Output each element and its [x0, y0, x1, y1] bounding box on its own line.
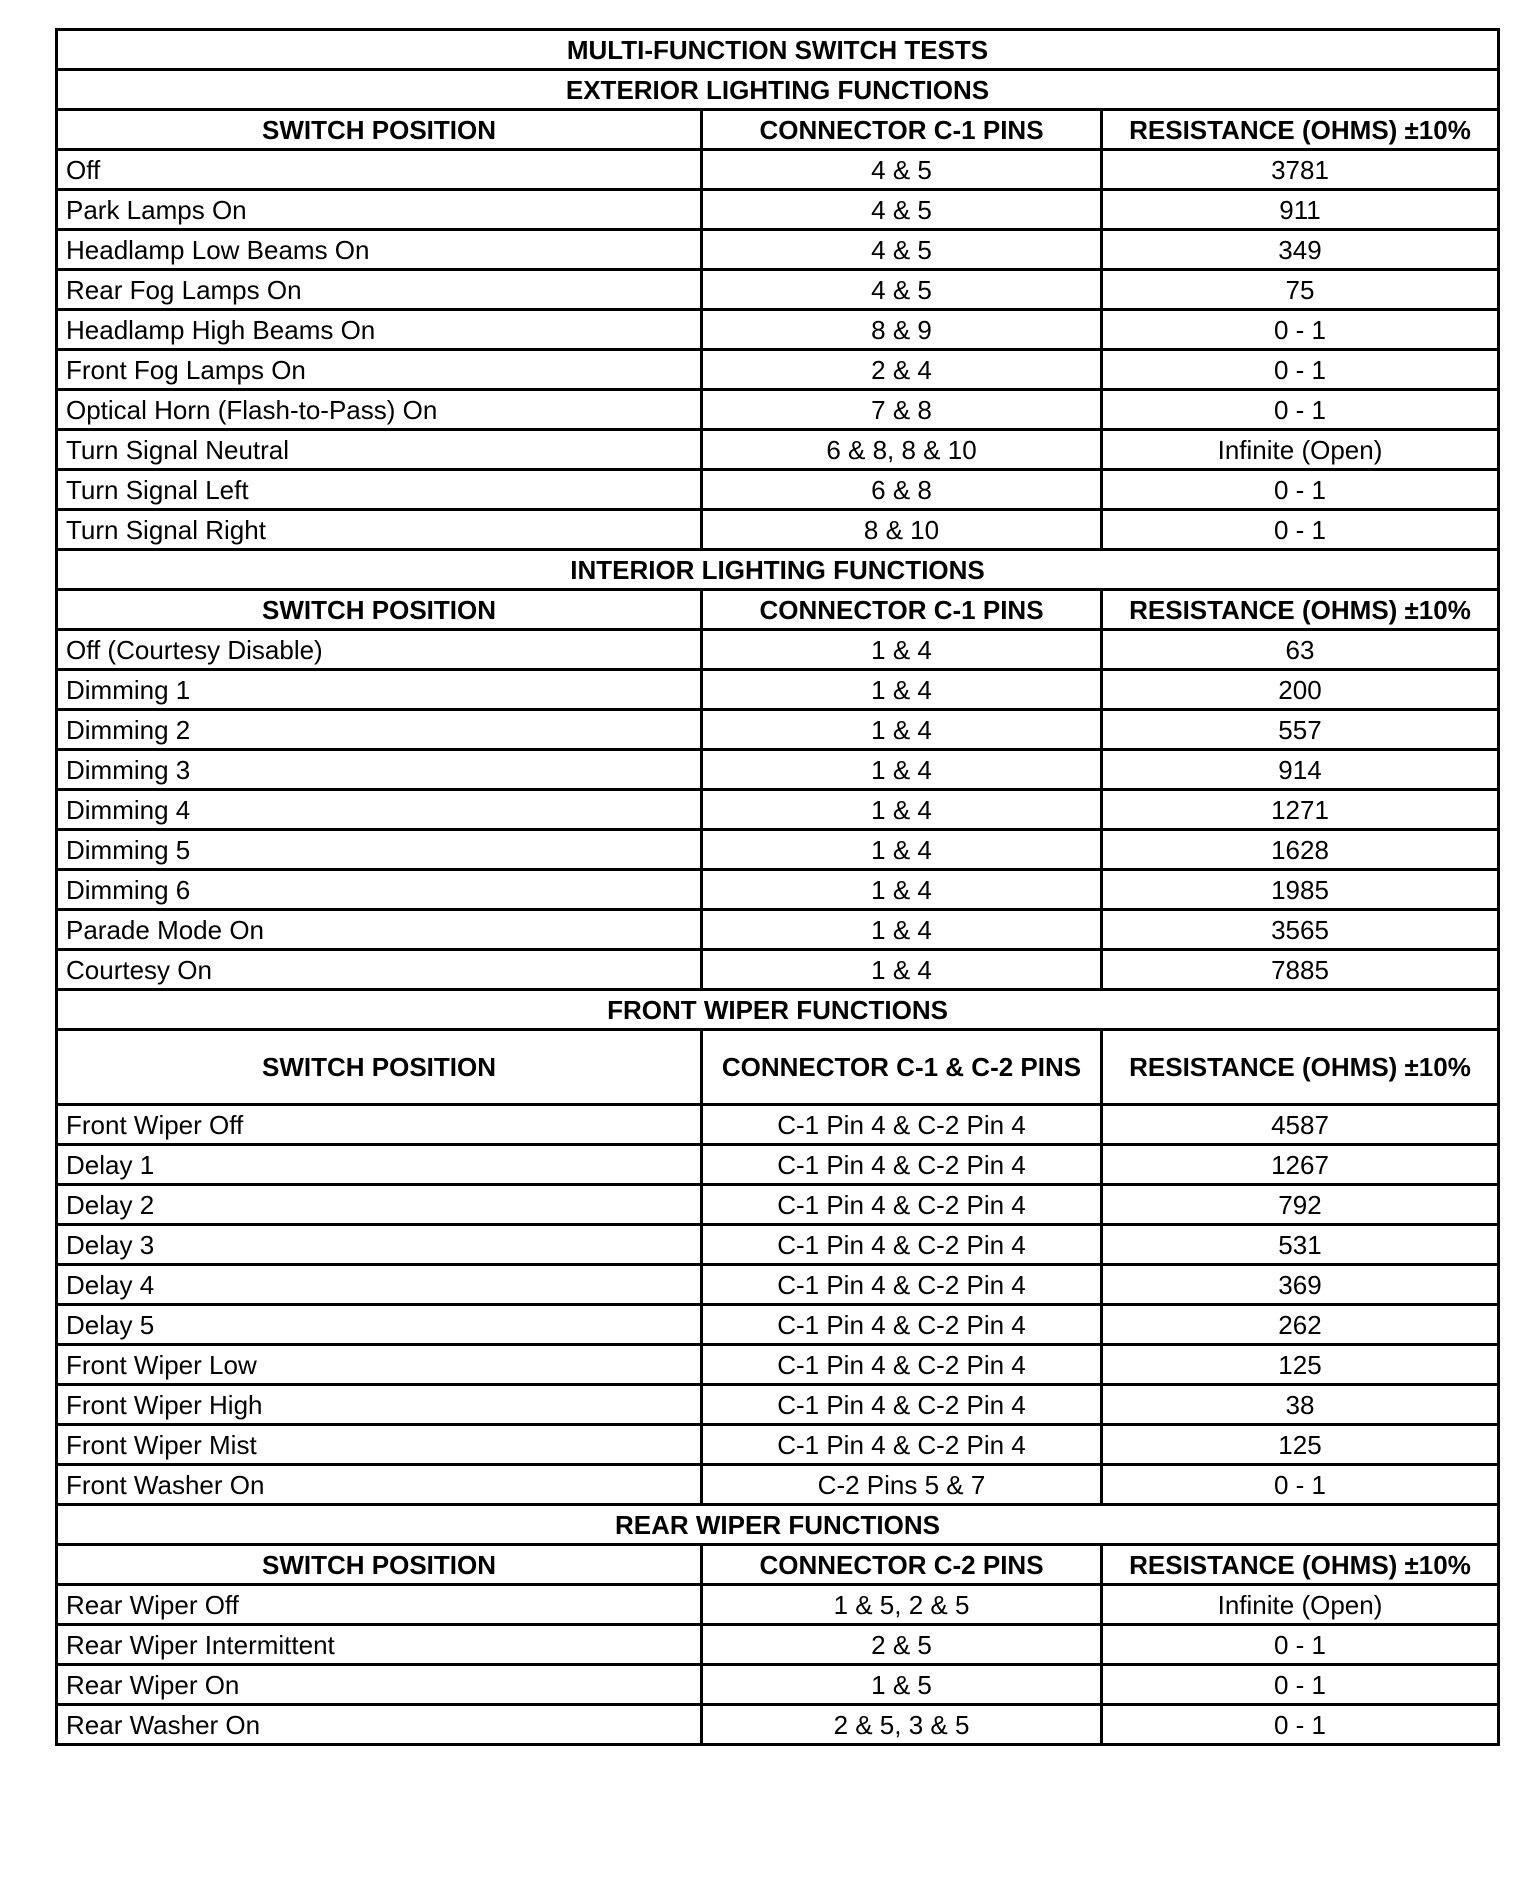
resistance-cell: 1267 — [1102, 1145, 1499, 1185]
connector-pins-cell: 1 & 4 — [702, 670, 1102, 710]
table-row — [57, 190, 1499, 230]
table-row — [57, 1705, 1499, 1745]
column-header-row — [57, 110, 1499, 150]
table-row — [57, 1585, 1499, 1625]
connector-pins-cell: C-1 Pin 4 & C-2 Pin 4 — [702, 1225, 1102, 1265]
switch-position-cell: Front Wiper Low — [57, 1345, 702, 1385]
resistance-cell: 369 — [1102, 1265, 1499, 1305]
connector-pins-cell: 6 & 8 — [702, 470, 1102, 510]
section-title-row — [57, 550, 1499, 590]
table-row — [57, 1665, 1499, 1705]
resistance-cell: 914 — [1102, 750, 1499, 790]
connector-pins-cell: 1 & 4 — [702, 910, 1102, 950]
resistance-cell: 0 - 1 — [1102, 350, 1499, 390]
switch-position-cell: Rear Washer On — [57, 1705, 702, 1745]
table-title: MULTI-FUNCTION SWITCH TESTS — [57, 30, 1499, 70]
switch-position-cell: Parade Mode On — [57, 910, 702, 950]
resistance-cell: 557 — [1102, 710, 1499, 750]
connector-pins-cell: 4 & 5 — [702, 230, 1102, 270]
switch-position-cell: Dimming 2 — [57, 710, 702, 750]
switch-position-cell: Headlamp Low Beams On — [57, 230, 702, 270]
header-connector-pins: CONNECTOR C-1 PINS — [702, 110, 1102, 150]
header-resistance: RESISTANCE (OHMS) ±10% — [1102, 110, 1499, 150]
switch-position-cell: Turn Signal Left — [57, 470, 702, 510]
table-row — [57, 710, 1499, 750]
table-row — [57, 670, 1499, 710]
table-row — [57, 1465, 1499, 1505]
section-title: EXTERIOR LIGHTING FUNCTIONS — [57, 70, 1499, 110]
connector-pins-cell: 8 & 9 — [702, 310, 1102, 350]
resistance-cell: 262 — [1102, 1305, 1499, 1345]
switch-position-cell: Off — [57, 150, 702, 190]
table-row — [57, 870, 1499, 910]
switch-position-cell: Front Wiper Mist — [57, 1425, 702, 1465]
resistance-cell: 349 — [1102, 230, 1499, 270]
table-row — [57, 790, 1499, 830]
table-row — [57, 150, 1499, 190]
switch-position-cell: Headlamp High Beams On — [57, 310, 702, 350]
table-row — [57, 510, 1499, 550]
connector-pins-cell: 4 & 5 — [702, 270, 1102, 310]
resistance-cell: 1271 — [1102, 790, 1499, 830]
connector-pins-cell: 1 & 4 — [702, 830, 1102, 870]
table-row — [57, 1305, 1499, 1345]
connector-pins-cell: 1 & 5, 2 & 5 — [702, 1585, 1102, 1625]
resistance-cell: 63 — [1102, 630, 1499, 670]
connector-pins-cell: 4 & 5 — [702, 190, 1102, 230]
header-switch-position: SWITCH POSITION — [57, 1545, 702, 1585]
switch-position-cell: Dimming 1 — [57, 670, 702, 710]
table-row — [57, 1225, 1499, 1265]
header-resistance: RESISTANCE (OHMS) ±10% — [1102, 1030, 1499, 1105]
resistance-cell: 792 — [1102, 1185, 1499, 1225]
switch-position-cell: Delay 1 — [57, 1145, 702, 1185]
resistance-cell: 911 — [1102, 190, 1499, 230]
table-row — [57, 1185, 1499, 1225]
connector-pins-cell: 4 & 5 — [702, 150, 1102, 190]
table-row — [57, 630, 1499, 670]
table-body — [57, 30, 1499, 1745]
switch-position-cell: Off (Courtesy Disable) — [57, 630, 702, 670]
resistance-cell: Infinite (Open) — [1102, 430, 1499, 470]
connector-pins-cell: 2 & 5, 3 & 5 — [702, 1705, 1102, 1745]
connector-pins-cell: C-1 Pin 4 & C-2 Pin 4 — [702, 1385, 1102, 1425]
table-row — [57, 1625, 1499, 1665]
switch-position-cell: Courtesy On — [57, 950, 702, 990]
switch-position-cell: Rear Wiper On — [57, 1665, 702, 1705]
column-header-row — [57, 1545, 1499, 1585]
connector-pins-cell: 1 & 4 — [702, 790, 1102, 830]
table-row — [57, 750, 1499, 790]
resistance-cell: 3565 — [1102, 910, 1499, 950]
header-connector-pins: CONNECTOR C-1 & C-2 PINS — [702, 1030, 1102, 1105]
table-row — [57, 230, 1499, 270]
resistance-cell: 531 — [1102, 1225, 1499, 1265]
table-row — [57, 350, 1499, 390]
column-header-row — [57, 1030, 1499, 1105]
multi-function-switch-tests-table — [55, 28, 1500, 1746]
switch-position-cell: Dimming 5 — [57, 830, 702, 870]
table-row — [57, 1145, 1499, 1185]
switch-position-cell: Front Fog Lamps On — [57, 350, 702, 390]
table-row — [57, 470, 1499, 510]
section-title-row — [57, 70, 1499, 110]
connector-pins-cell: 1 & 4 — [702, 870, 1102, 910]
table-row — [57, 1425, 1499, 1465]
header-switch-position: SWITCH POSITION — [57, 110, 702, 150]
connector-pins-cell: 1 & 4 — [702, 630, 1102, 670]
header-switch-position: SWITCH POSITION — [57, 590, 702, 630]
resistance-cell: 0 - 1 — [1102, 1705, 1499, 1745]
header-resistance: RESISTANCE (OHMS) ±10% — [1102, 590, 1499, 630]
switch-position-cell: Front Washer On — [57, 1465, 702, 1505]
resistance-cell: 0 - 1 — [1102, 310, 1499, 350]
header-resistance: RESISTANCE (OHMS) ±10% — [1102, 1545, 1499, 1585]
switch-position-cell: Rear Wiper Intermittent — [57, 1625, 702, 1665]
table-row — [57, 390, 1499, 430]
resistance-cell: 200 — [1102, 670, 1499, 710]
resistance-cell: 125 — [1102, 1345, 1499, 1385]
switch-position-cell: Turn Signal Neutral — [57, 430, 702, 470]
resistance-cell: 0 - 1 — [1102, 1665, 1499, 1705]
section-title-row — [57, 990, 1499, 1030]
switch-position-cell: Delay 3 — [57, 1225, 702, 1265]
table-row — [57, 1265, 1499, 1305]
resistance-cell: Infinite (Open) — [1102, 1585, 1499, 1625]
resistance-cell: 75 — [1102, 270, 1499, 310]
connector-pins-cell: C-2 Pins 5 & 7 — [702, 1465, 1102, 1505]
resistance-cell: 4587 — [1102, 1105, 1499, 1145]
table-row — [57, 950, 1499, 990]
switch-position-cell: Dimming 3 — [57, 750, 702, 790]
resistance-cell: 0 - 1 — [1102, 510, 1499, 550]
section-title: INTERIOR LIGHTING FUNCTIONS — [57, 550, 1499, 590]
connector-pins-cell: C-1 Pin 4 & C-2 Pin 4 — [702, 1145, 1102, 1185]
resistance-cell: 0 - 1 — [1102, 390, 1499, 430]
switch-position-cell: Dimming 4 — [57, 790, 702, 830]
resistance-cell: 1985 — [1102, 870, 1499, 910]
connector-pins-cell: 1 & 4 — [702, 750, 1102, 790]
connector-pins-cell: 2 & 5 — [702, 1625, 1102, 1665]
header-connector-pins: CONNECTOR C-2 PINS — [702, 1545, 1102, 1585]
table-row — [57, 270, 1499, 310]
connector-pins-cell: C-1 Pin 4 & C-2 Pin 4 — [702, 1425, 1102, 1465]
section-title-row — [57, 1505, 1499, 1545]
connector-pins-cell: C-1 Pin 4 & C-2 Pin 4 — [702, 1345, 1102, 1385]
resistance-cell: 7885 — [1102, 950, 1499, 990]
switch-position-cell: Delay 2 — [57, 1185, 702, 1225]
resistance-cell: 3781 — [1102, 150, 1499, 190]
switch-position-cell: Rear Wiper Off — [57, 1585, 702, 1625]
table-row — [57, 910, 1499, 950]
switch-position-cell: Delay 4 — [57, 1265, 702, 1305]
switch-position-cell: Rear Fog Lamps On — [57, 270, 702, 310]
connector-pins-cell: 6 & 8, 8 & 10 — [702, 430, 1102, 470]
connector-pins-cell: C-1 Pin 4 & C-2 Pin 4 — [702, 1265, 1102, 1305]
connector-pins-cell: 7 & 8 — [702, 390, 1102, 430]
column-header-row — [57, 590, 1499, 630]
connector-pins-cell: 8 & 10 — [702, 510, 1102, 550]
table-title-row — [57, 30, 1499, 70]
connector-pins-cell: 1 & 5 — [702, 1665, 1102, 1705]
connector-pins-cell: C-1 Pin 4 & C-2 Pin 4 — [702, 1305, 1102, 1345]
resistance-cell: 38 — [1102, 1385, 1499, 1425]
table-row — [57, 310, 1499, 350]
section-title: FRONT WIPER FUNCTIONS — [57, 990, 1499, 1030]
switch-position-cell: Park Lamps On — [57, 190, 702, 230]
resistance-cell: 1628 — [1102, 830, 1499, 870]
resistance-cell: 0 - 1 — [1102, 1625, 1499, 1665]
resistance-cell: 0 - 1 — [1102, 1465, 1499, 1505]
switch-position-cell: Dimming 6 — [57, 870, 702, 910]
connector-pins-cell: C-1 Pin 4 & C-2 Pin 4 — [702, 1105, 1102, 1145]
header-connector-pins: CONNECTOR C-1 PINS — [702, 590, 1102, 630]
connector-pins-cell: 2 & 4 — [702, 350, 1102, 390]
switch-position-cell: Turn Signal Right — [57, 510, 702, 550]
switch-position-cell: Front Wiper High — [57, 1385, 702, 1425]
connector-pins-cell: 1 & 4 — [702, 710, 1102, 750]
section-title: REAR WIPER FUNCTIONS — [57, 1505, 1499, 1545]
table-row — [57, 830, 1499, 870]
table-row — [57, 1105, 1499, 1145]
switch-position-cell: Delay 5 — [57, 1305, 702, 1345]
connector-pins-cell: C-1 Pin 4 & C-2 Pin 4 — [702, 1185, 1102, 1225]
table-row — [57, 1345, 1499, 1385]
resistance-cell: 0 - 1 — [1102, 470, 1499, 510]
switch-position-cell: Front Wiper Off — [57, 1105, 702, 1145]
header-switch-position: SWITCH POSITION — [57, 1030, 702, 1105]
connector-pins-cell: 1 & 4 — [702, 950, 1102, 990]
table-row — [57, 430, 1499, 470]
resistance-cell: 125 — [1102, 1425, 1499, 1465]
switch-position-cell: Optical Horn (Flash-to-Pass) On — [57, 390, 702, 430]
table-row — [57, 1385, 1499, 1425]
